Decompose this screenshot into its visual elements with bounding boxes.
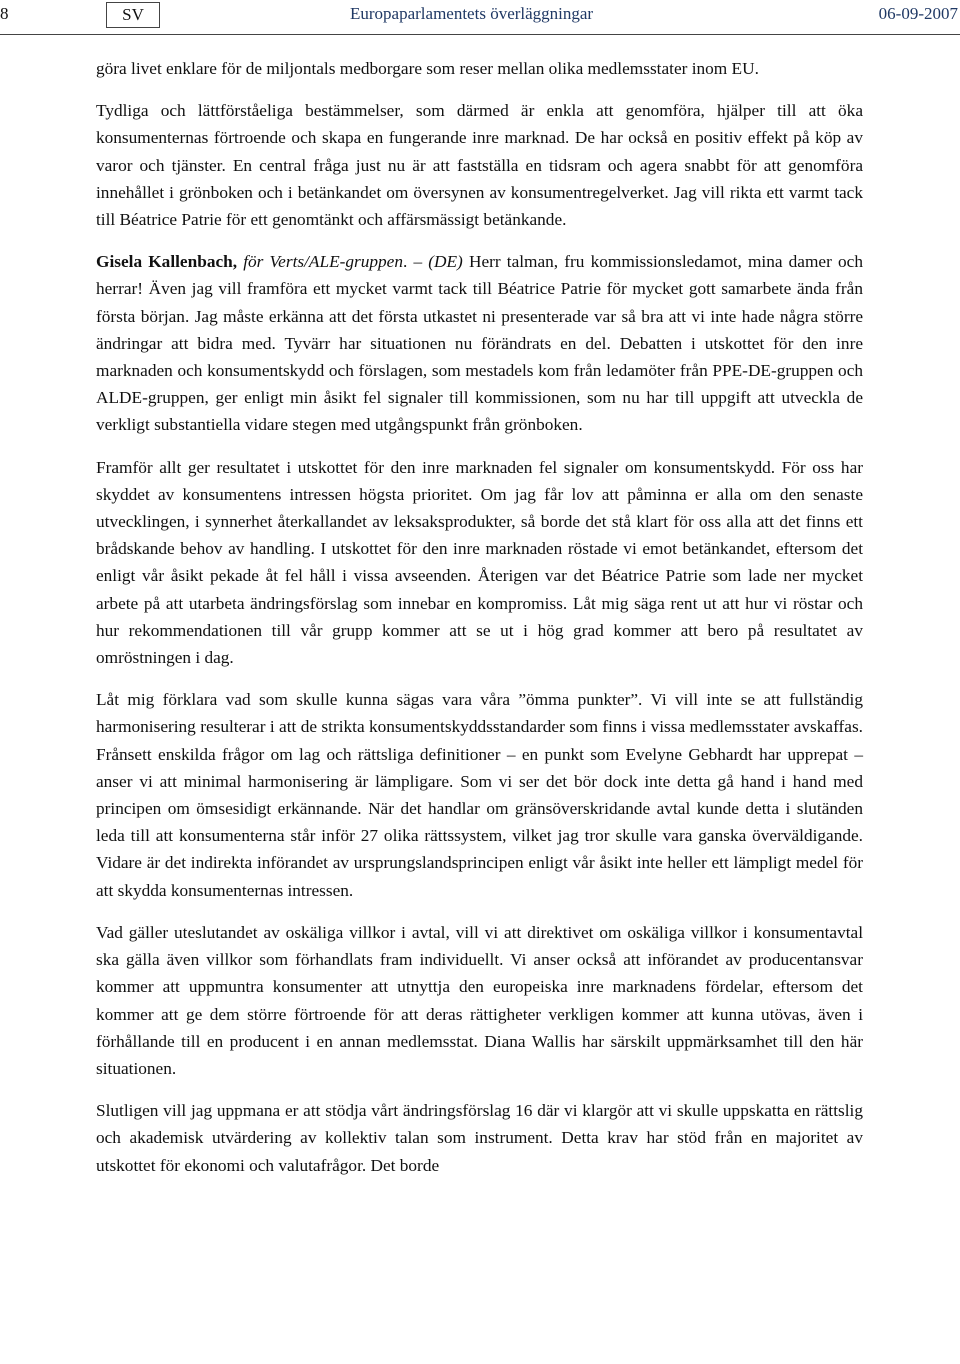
page-number: 8 bbox=[0, 4, 9, 23]
speaker-name: Gisela Kallenbach, bbox=[96, 252, 238, 272]
page-header bbox=[0, 0, 960, 35]
speech-opening-text: Herr talman, fru kommissionsledamot, mina damer och herrar! Även jag vill framföra ett mycket varmt tack till Béatrice Patrie för mycket gott samarbete ända från första början. Jag måste erkänna att det första utkastet ni presenterade var så bra att vi inte hade några större ändringar att bidra med. Tyvärr har situationen nu förändrats en del. Debatten i utskottet för den inre marknaden och konsumentskydd och förslagen, som mestadels kom från ledamöter från PPE-DE-gruppen och ALDE-gruppen, ger enligt min åsikt fel signaler till kommissionen, som nu har till uppgift att utveckla de verkligt substantiella vidare stegen med utgångspunkt från grönboken. bbox=[96, 252, 863, 435]
paragraph: Slutligen vill jag uppmana er att stödja vårt ändringsförslag 16 där vi klargör att vi skulle uppskatta en rättslig och akademisk utvärdering av kollektiv talan som instrument. Detta krav har stöd från en majoritet av utskottet för ekonomi och valutafrågor. Det borde bbox=[96, 1101, 863, 1175]
speech-opening-paragraph bbox=[96, 248, 863, 438]
paragraph: Vad gäller uteslutandet av oskäliga villkor i avtal, vill vi att direktivet om oskäliga villkor i konsumentavtal ska gälla även villkor som förhandlats fram individuellt. Vi anser också att införandet av producentansvar kommer att uppmuntra konsumenter att utnyttja den europeiska inre marknadens fördelar, eftersom det kommer att ge dem större förtroende för att deras rättigheter verkligen kommer att kunna utövas, även i förhållande till en producent i en annan medlemsstat. Diana Wallis har särskilt uppmärksamhet till den här situationen. bbox=[96, 922, 863, 1078]
header-title: Europaparlamentets överläggningar bbox=[350, 4, 594, 23]
paragraph: göra livet enklare för de miljontals medborgare som reser mellan olika medlemsstater inom EU. bbox=[96, 59, 759, 78]
paragraph: Tydliga och lättförståeliga bestämmelser, som därmed är enkla att genomföra, hjälper till att öka konsumenternas förtroende och skapa en fungerande inre marknad. De har också en positiv effekt på köp av varor och tjänster. En central fråga just nu är att fastställa en tidsram och agera snabbt för att genomföra innehållet i grönboken och i betänkandet om översynen av konsumentregelverket. Jag vill rikta ett varmt tack till Béatrice Patrie för ett genomtänkt och affärsmässigt betänkande. bbox=[96, 101, 863, 230]
paragraph: Framför allt ger resultatet i utskottet för den inre marknaden fel signaler om konsumentskydd. För oss har skyddet av konsumentens intressen högsta prioritet. Om jag får lov att påminna er alla om den senaste utvecklingen, i synnerhet återkallandet av leksaksprodukter, så borde det stå klart för oss alla att det finns ett brådskande behov av handling. I utskottet för den inre marknaden röstade vi emot betänkandet, eftersom det enligt vår åsikt pekade åt fel håll i vissa avseenden. Återigen var det Béatrice Patrie som lade ner mycket arbete på att utarbeta ändringsförslag som innebar en kompromiss. Låt mig säga rent ut att hur vi röstar och hur rekommendationen till vår grupp kommer att se ut i hög grad kommer att bero på resultatet av omröstningen i dag. bbox=[96, 457, 863, 668]
speaker-group: för Verts/ALE-gruppen bbox=[243, 252, 403, 272]
page-body bbox=[96, 55, 863, 1194]
paragraph: Låt mig förklara vad som skulle kunna sägas vara våra ”ömma punkter”. Vi vill inte se att fullständig harmonisering resulterar i att de strikta konsumentskyddsstandarder som finns i vissa medlemsstater avskaffas. Frånsett enskilda frågor om lag och rättsliga definitioner – en punkt som Evelyne Gebhardt har upprepat – anser vi att minimal harmonisering är lämpligare. Som vi ser det bör dock inte detta gå hand i hand med principen om ömsesidigt erkännande. När det handlar om gränsöverskridande avtal kunde detta i slutänden leda till att konsumenterna står inför 27 olika rättssystem, vilket jag tror skulle vara ganska överväldigande. Vidare är det indirekta införandet av ursprungslandsprincipen enligt vår åsikt inte heller ett lämpligt medel för att skydda konsumenternas intressen. bbox=[96, 690, 863, 900]
speaker-language-tag: (DE) bbox=[428, 252, 463, 272]
speaker-separator: . – bbox=[402, 252, 423, 272]
header-date: 06-09-2007 bbox=[878, 4, 958, 23]
language-badge: SV bbox=[106, 2, 160, 28]
